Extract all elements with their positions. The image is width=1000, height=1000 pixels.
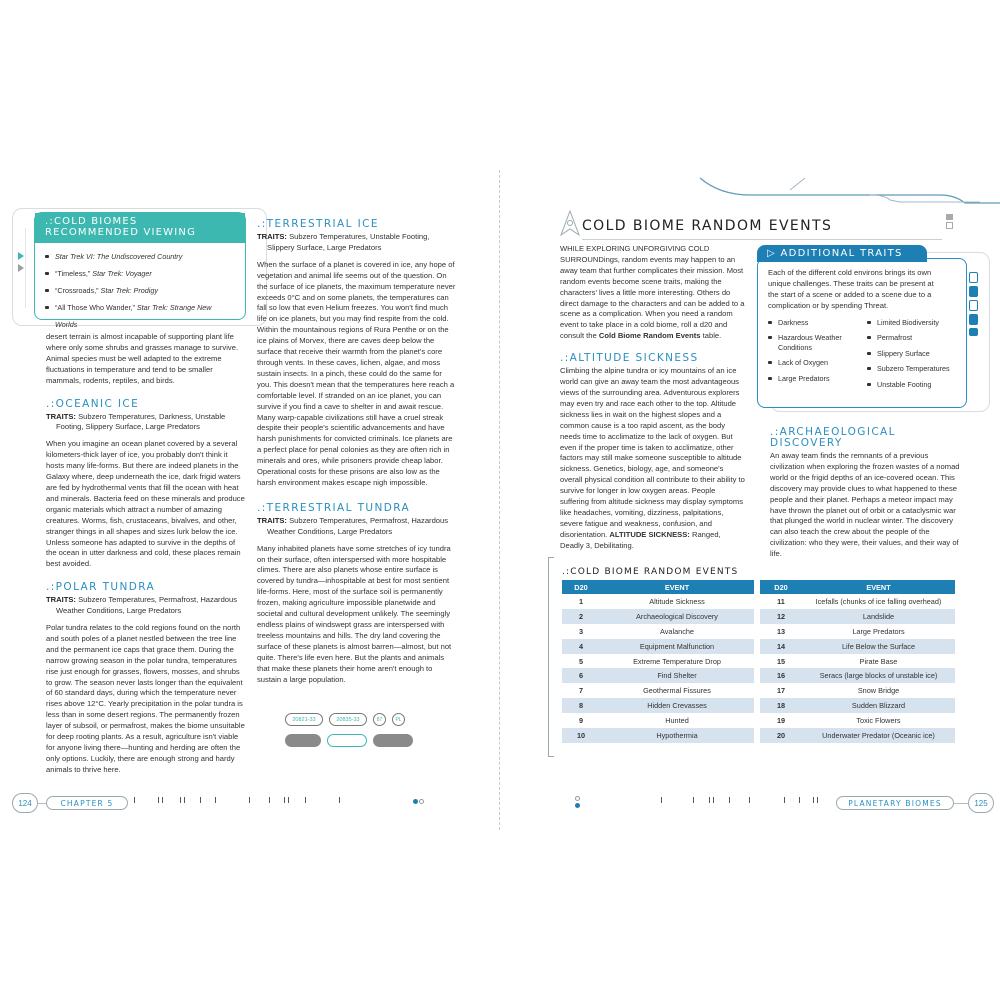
trait-item: Unstable Footing <box>867 380 950 390</box>
dot-filled-icon <box>413 799 418 804</box>
footer-tick <box>799 797 800 803</box>
col-header-d20: D20 <box>562 580 600 594</box>
d20-cell: 19 <box>776 716 786 726</box>
footer-tick <box>817 797 818 803</box>
random-events-intro: WHILE EXPLORING UNFORGIVING COLD SURROUNDings, random events may happen to an away team that further complicates their mission. Most random events become scene traits, making the characters' lives a little more interesting. Others do direct damage to the characters and can be added to a scene as a complication. When you need a random event to take place in a cold biome, roll a d20 and consult the Cold Biome Random Events table. <box>560 244 745 341</box>
col-header-event: EVENT <box>600 580 754 594</box>
footer-tick <box>134 797 135 803</box>
event-cell: Archaeological Discovery <box>600 609 754 624</box>
event-cell: Hunted <box>665 716 689 726</box>
table-title: .:COLD BIOME RANDOM EVENTS <box>562 567 739 577</box>
event-cell: Seracs (large blocks of unstable ice) <box>802 668 955 683</box>
footer-tick <box>180 797 181 803</box>
right-column-2 <box>770 427 960 566</box>
event-cell: Hypothermia <box>600 728 754 743</box>
footer-tick <box>784 797 785 803</box>
tab-block <box>969 300 978 311</box>
footer-tick <box>158 797 159 803</box>
viewing-item: Star Trek VI: The Undiscovered Country <box>45 248 235 265</box>
tab-block <box>969 314 978 325</box>
col-header-d20: D20 <box>760 580 802 594</box>
d20-cell: 8 <box>562 698 600 713</box>
table-row <box>760 668 955 683</box>
d20-cell: 5 <box>578 656 584 666</box>
side-tab-blocks <box>969 272 978 336</box>
viewing-item: “All Those Who Wander,” Star Trek: Strange New Worlds <box>45 299 235 333</box>
terrestrial-tundra-heading: .:TERRESTRIAL TUNDRA <box>257 501 411 514</box>
table-row <box>562 609 754 624</box>
page-number-right: 125 <box>968 793 994 813</box>
additional-traits-heading: ▷ ADDITIONAL TRAITS <box>757 245 927 262</box>
terrestrial-tundra-traits: TRAITS: Subzero Temperatures, Permafrost, Hazardous Weather Conditions, Large Predators <box>257 515 449 536</box>
decorative-circuit-lines <box>690 170 1000 210</box>
table-row <box>760 624 955 639</box>
archaeological-heading: .:ARCHAEOLOGICAL DISCOVERY <box>770 426 896 449</box>
page-number-left: 124 <box>12 793 38 813</box>
footer-tick <box>749 797 750 803</box>
tab-block <box>969 328 978 336</box>
table-row <box>760 594 955 609</box>
event-cell: Pirate Base <box>859 656 898 666</box>
event-cell: Toxic Flowers <box>856 716 901 726</box>
code-pill: PL <box>392 713 405 726</box>
oceanic-ice-heading: .:OCEANIC ICE <box>46 397 140 410</box>
additional-traits-list <box>758 318 966 396</box>
table-row <box>562 683 754 698</box>
d20-cell: 9 <box>578 716 584 726</box>
code-pill: 87 <box>373 713 386 726</box>
corner-mark-icon <box>946 214 953 220</box>
footer-tick <box>305 797 306 803</box>
event-cell: Find Shelter <box>600 668 754 683</box>
terrestrial-ice-body: When the surface of a planet is covered in ice, any hope of vegetation and animal life seems out of the question. On the surface of ice planets, the maximum temperature never exceeds 0°C and on some planets, the temperatures can fall so low that even Helium freezes. You won't find much life on ice planets, but you may find respite from the cold. Within the mountainous regions of Rura Penthe or on the ice plains of Morvex, there are caves deep below the surface that receive their warmth from the planet's core through vents. In these caves, lichen, algae, and moss sustain insects. In a pinch, these could do the same for you. This doesn't mean that the temperatures here reach a comfortable level. If stranded on an ice planet, you can survive if you find a cave to shelter in and await rescue. Many warp-capable civilizations still have a cruel streak despite their people's scientific advancements and have harsh punishments for convicted criminals. Ice planets are a perfect place for penal colonies as they are often rich in minerals and ores, while prisoners provide cheap labor. Operational costs for these prisons are also low as the harsh environment makes escape nigh impossible. <box>257 259 456 487</box>
d20-cell: 12 <box>760 609 802 624</box>
tab-block <box>969 272 978 283</box>
d20-cell: 11 <box>777 596 785 606</box>
recommended-viewing-title: .:COLD BIOMES RECOMMENDED VIEWING <box>35 213 245 243</box>
footer-tick <box>729 797 730 803</box>
d20-cell: 1 <box>578 596 584 606</box>
altitude-sickness-body: Climbing the alpine tundra or icy mountains of an ice world can give an away team the most advantageous views of the surrounding area. Adventurous explorers may even try and race each other to the top. Altitude sickness lies in wait on the highest slopes and a common cause is a too rapid ascent, as the body needs time to acclimatize to the lack of oxygen. But even if the proper time is taken to acclimatize, other factors may still make someone susceptible to altitude sickness. Genetics, biology, age, and someone's overall physical condition all contribute to their ability to survive for longer in low oxygen areas. People suffering from altitude sickness may display symptoms like headaches, vomiting, dizziness, palpitations, severe fatigue and weakness, confusion, and disorientation. ALTITUDE SICKNESS: Ranged, Deadly 3, Debilitating. <box>560 366 745 550</box>
table-row <box>562 639 754 654</box>
event-cell: Snow Bridge <box>857 686 900 696</box>
footer-connector <box>954 803 968 804</box>
footer-tick <box>813 797 814 803</box>
table-row <box>760 713 955 728</box>
polar-tundra-heading: .:POLAR TUNDRA <box>46 581 156 594</box>
event-cell: Life Below the Surface <box>802 639 955 654</box>
trait-item: Lack of Oxygen <box>768 358 853 368</box>
event-cell: Altitude Sickness <box>649 596 705 606</box>
footer-tick <box>661 797 662 803</box>
additional-traits-box <box>757 258 967 408</box>
event-cell: Geothermal Fissures <box>643 686 711 696</box>
right-column-1 <box>560 244 745 558</box>
code-pill: 20821-33 <box>285 713 323 726</box>
d20-cell: 7 <box>578 686 584 696</box>
code-pill: 20835-33 <box>329 713 367 726</box>
event-cell: Equipment Malfunction <box>600 639 754 654</box>
terrestrial-ice-heading: .:TERRESTRIAL ICE <box>257 218 379 230</box>
event-cell: Landslide <box>802 609 955 624</box>
dot-empty-icon <box>419 799 424 804</box>
footer-tick <box>200 797 201 803</box>
event-cell: Avalanche <box>660 626 694 636</box>
footer-tick <box>215 797 216 803</box>
table-row <box>760 609 955 624</box>
d20-cell: 16 <box>760 668 802 683</box>
additional-traits-body: Each of the different cold environs brings its own unique challenges. These traits can be present at the start of a scene or added to a scene due to a complication or by spending Threat. <box>768 268 934 310</box>
recommended-viewing-box <box>34 212 246 329</box>
viewing-item: “Crossroads,” Star Trek: Prodigy <box>45 282 235 299</box>
altitude-sickness-heading: .:ALTITUDE SICKNESS <box>560 352 699 365</box>
oceanic-ice-body: When you imagine an ocean planet covered by a several kilometers-thick layer of ice, you probably don't think it hosts many life-forms. But there are indeed planets in the Galaxy where, deep underneath the ice, dark frigid waters are fed by hydrothermal vents that fill the ocean with heat and minerals. Bacteria feed on these minerals and produce organic materials which attract a number of amazing creatures. Worms, fish, crustaceans, bivalves, and other, stranger things in all shapes and sizes lurk below the ice. Unless someone has adapted to survive in the depths of the ocean in utter darkness and cold, these places remain best avoided. <box>46 439 245 569</box>
left-column-1 <box>46 332 246 782</box>
table-row <box>562 713 754 728</box>
table-row <box>562 654 754 669</box>
terrestrial-ice-traits: TRAITS: Subzero Temperatures, Unstable Footing, Slippery Surface, Large Predators <box>257 232 430 252</box>
trait-item: Large Predators <box>768 374 853 384</box>
corner-box-icon <box>946 222 953 229</box>
d20-cell: 17 <box>776 686 786 696</box>
gray-bar <box>285 734 321 747</box>
trait-item: Slippery Surface <box>867 349 950 359</box>
left-column-2 <box>257 219 457 691</box>
trait-item: Subzero Temperatures <box>867 364 950 374</box>
viewing-item: “Timeless,” Star Trek: Voyager <box>45 265 235 282</box>
teal-outline-bar <box>327 734 367 747</box>
d20-cell: 2 <box>562 609 600 624</box>
trait-item: Darkness <box>768 318 853 328</box>
trait-item: Permafrost <box>867 333 950 343</box>
gray-bar <box>373 734 413 747</box>
table-row <box>760 654 955 669</box>
trait-item: Limited Biodiversity <box>867 318 950 328</box>
d20-cell: 4 <box>562 639 600 654</box>
decorative-bars-row <box>285 734 413 747</box>
footer-tick <box>284 797 285 803</box>
footer-tick <box>709 797 710 803</box>
chapter-label: CHAPTER 5 <box>46 796 128 810</box>
col-header-event: EVENT <box>802 580 955 594</box>
tab-block <box>969 286 978 297</box>
table-row <box>760 728 955 743</box>
table-row <box>562 624 754 639</box>
trait-item: Hazardous Weather Conditions <box>768 333 853 352</box>
footer-tick <box>249 797 250 803</box>
table-row <box>760 683 955 698</box>
footer-tick <box>269 797 270 803</box>
polar-tundra-traits: TRAITS: Subzero Temperatures, Permafrost, Hazardous Weather Conditions, Large Predators <box>46 595 238 616</box>
footer-tick <box>184 797 185 803</box>
page-gutter <box>499 170 500 830</box>
arrow-gray-icon <box>18 264 24 272</box>
d20-cell: 13 <box>776 626 786 636</box>
chapter-title-label: PLANETARY BIOMES <box>836 796 954 810</box>
event-cell: Icefalls (chunks of ice falling overhead) <box>815 596 942 606</box>
footer-tick <box>288 797 289 803</box>
polar-tundra-body: Polar tundra relates to the cold regions found on the north and south poles of a planet nestled between the tree line and the permanent ice caps that grace them. During the narrow growing season in the polar tundra, temperatures rise just enough for grasses, flowers, mosses, and shrubs to grow. The season never lasts longer than the equivalent of 60 standard days, during which the temperature never rises above 12°C. Yearly precipitation in the polar tundra is less than in some desert regions. The permanently frozen layer of subsoil, or permafrost, makes the biome unsuitable for deep rooting plants. As a result, agriculture isn't viable for anyone living there—hunting and herding are often the only options. Luckily, there are enough strong and hardy animals to thrive here. <box>46 623 245 774</box>
event-cell: Sudden Blizzard <box>802 698 955 713</box>
archaeological-body: An away team finds the remnants of a previous civilization when exploring the frozen wastes of a nomad world or the frigid depths of an ice-covered ocean. This discovery may provide clues to what happened to these people and their planet. Perhaps a meteor impact may have thrown the planet out of orbit or a cataclysmic war that plunged the world in nuclear winter. The discovery can also teach the crew about the people of the civilization: who they were, their values, and their way of life. <box>770 451 960 559</box>
footer-ticks-left <box>0 797 500 805</box>
d20-cell: 20 <box>760 728 802 743</box>
event-cell: Underwater Predator (Oceanic ice) <box>802 728 955 743</box>
oceanic-ice-traits: TRAITS: Subzero Temperatures, Darkness, Unstable Footing, Slippery Surface, Large Predators <box>46 411 226 432</box>
table-row <box>562 668 754 683</box>
d20-cell: 15 <box>776 656 786 666</box>
starfleet-delta-icon <box>560 210 580 236</box>
footer-tick <box>693 797 694 803</box>
viewing-list <box>35 243 245 338</box>
d20-cell: 3 <box>578 626 584 636</box>
table-row <box>562 594 754 609</box>
footer-tick <box>162 797 163 803</box>
table-row <box>760 639 955 654</box>
page-title: COLD BIOME RANDOM EVENTS <box>582 217 942 240</box>
event-cell: Large Predators <box>852 626 905 636</box>
d20-cell: 10 <box>562 728 600 743</box>
terrestrial-tundra-body: Many inhabited planets have some stretches of icy tundra on their surface, often interspersed with more hospitable climes. There are also planets whose entire surface is covered by tundra—inhospitable at best for most sentient life-forms. Here, most of the surface soil is permanently frozen, making agriculture impossible planetwide and societal and cultural development unlikely. The seemingly endless plains of windswept grass are interspersed with treeless mountains and hills. The dry land covering the surface of these planets is almost barren—almost, but not quite. There's life even here. But the plants and animals that make these planets their home aren't enough to sustain a large population. <box>257 543 452 684</box>
footer-tick <box>713 797 714 803</box>
footer-tick <box>339 797 340 803</box>
table-bracket <box>548 557 554 757</box>
d20-cell: 14 <box>760 639 802 654</box>
d20-cell: 6 <box>562 668 600 683</box>
table-row <box>562 698 754 713</box>
events-table-right <box>760 580 955 743</box>
d20-cell: 18 <box>760 698 802 713</box>
event-cell: Hidden Crevasses <box>600 698 754 713</box>
decorative-pills-row <box>285 713 405 726</box>
event-cell: Extreme Temperature Drop <box>633 656 721 666</box>
table-row <box>562 728 754 743</box>
events-table-left <box>562 580 754 743</box>
intro-paragraph: desert terrain is almost incapable of supporting plant life where only some shrubs and grasses manage to survive. Animal species must be well adapted to the extreme fluctuations in temperature and tend to be smaller mammals, rodents, reptiles, and birds. <box>46 332 239 385</box>
arrow-teal-icon <box>18 252 24 260</box>
table-row <box>760 698 955 713</box>
